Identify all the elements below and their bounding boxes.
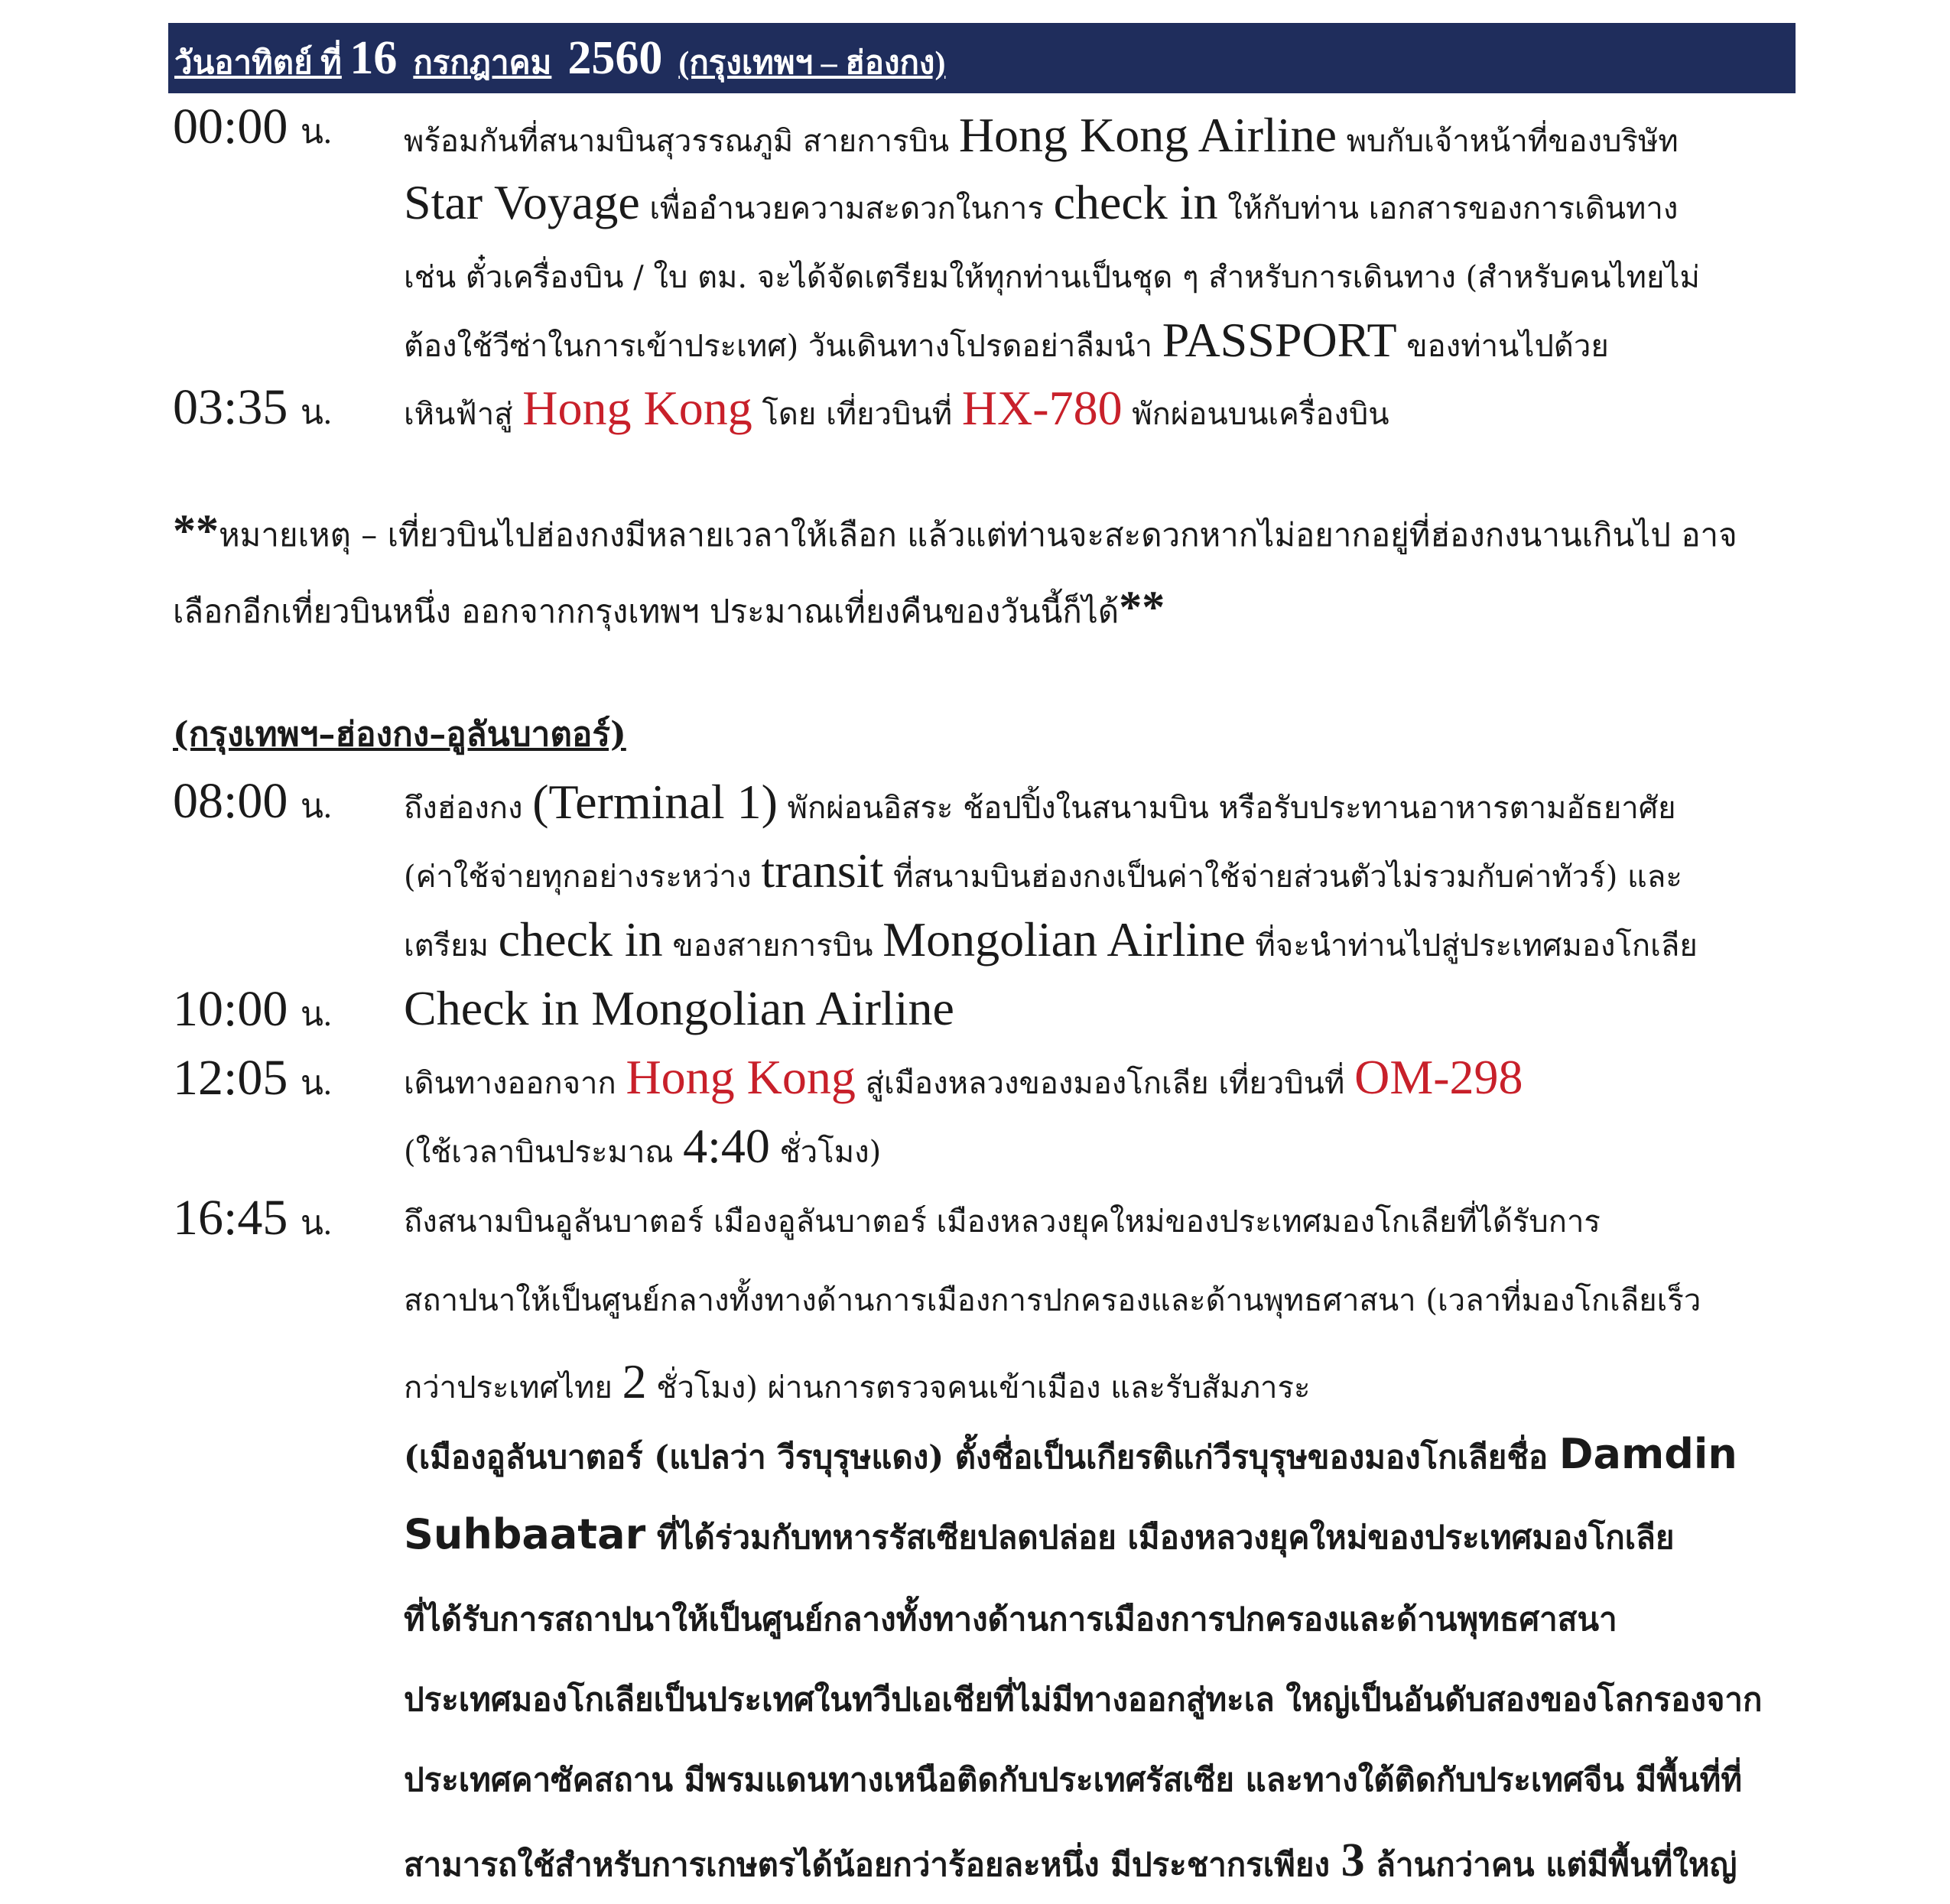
header-date: 16 [349,32,398,84]
schedule-1645-line2: สถาปนาให้เป็นศูนย์กลางทั้งทางด้านการเมืองการปกครองและด้านพุทธศาสนา (เวลาที่มองโกเลียเร็ว [404,1283,1701,1318]
header-year: 2560 [567,32,663,84]
schedule-0800-line1: ถึงฮ่องกง (Terminal 1) พักผ่อนอิสระ ช้อปปิ้งในสนามบิน หรือรับประทานอาหารตามอัธยาศัย [404,775,1676,829]
description-line4: ประเทศมองโกเลียเป็นประเทศในทวีปเอเชียที่ไม่มีทางออกสู่ทะเล ใหญ่เป็นอันดับสองของโลกรองจาก [404,1681,1763,1718]
flight-number: HX-780 [961,381,1123,435]
schedule-0000-line1: พร้อมกันที่สนามบินสุวรรณภูมิ สายการบิน Hong Kong Airline พบกับเจ้าหน้าที่ของบริษัท [404,108,1679,162]
schedule-1205-line1: เดินทางออกจาก Hong Kong สู่เมืองหลวงของมองโกเลีย เที่ยวบินที่ OM-298 [404,1050,1523,1104]
time-0800: 08:00 น. [173,773,332,829]
schedule-1645-line1: ถึงสนามบินอูลันบาตอร์ เมืองอูลันบาตอร์ เมืองหลวงยุคใหม่ของประเทศมองโกเลียที่ได้รับการ [404,1204,1601,1240]
description-line2: Suhbaatar ที่ได้ร่วมกับทหารรัสเซียปลดปล่อย เมืองหลวงยุคใหม่ของประเทศมองโกเลีย [404,1510,1675,1558]
schedule-0335-line: เหินฟ้าสู่ Hong Kong โดย เที่ยวบินที่ HX-780 พักผ่อนบนเครื่องบิน [404,381,1389,435]
note-line2: เลือกอีกเที่ยวบินหนึ่ง ออกจากกรุงเทพฯ ประมาณเที่ยงคืนของวันนี้ก็ได้** [173,582,1165,632]
header-month: กรกฎาคม [413,46,552,81]
schedule-0000-line2: Star Voyage เพื่ออำนวยความสะดวกในการ check in ให้กับท่าน เอกสารของการเดินทาง [404,175,1679,229]
flight-number-2: OM-298 [1354,1050,1523,1104]
header-route: (กรุงเทพฯ – ฮ่องกง) [678,46,946,81]
schedule-0800-line3: เตรียม check in ของสายการบิน Mongolian Airline ที่จะนำท่านไปสู่ประเทศมองโกเลีย [404,912,1698,967]
schedule-0000-line3: เช่น ตั๋วเครื่องบิน / ใบ ตม. จะได้จัดเตรียมให้ทุกท่านเป็นชุด ๆ สำหรับการเดินทาง (สำหรับคนไทยไม่ [404,260,1700,295]
description-line1: (เมืองอูลันบาตอร์ (แปลว่า วีรบุรุษแดง) ตั้งชื่อเป็นเกียรติแก่วีรบุรุษของมองโกเลียชื่อ Damdin [404,1430,1737,1478]
schedule-1000-line: Check in Mongolian Airline [404,981,954,1035]
note-line1: **หมายเหตุ – เที่ยวบินไปฮ่องกงมีหลายเวลาให้เลือก แล้วแต่ท่านจะสะดวกหากไม่อยากอยู่ที่ฮ่องกงนานเกินไป อาจ [173,505,1737,556]
schedule-1205-line2: (ใช้เวลาบินประมาณ 4:40 ชั่วโมง) [404,1119,882,1173]
header-day: วันอาทิตย์ ที่ [174,46,342,81]
time-1205: 12:05 น. [173,1050,332,1106]
schedule-0000-line4: ต้องใช้วีซ่าในการเข้าประเทศ) วันเดินทางโปรดอย่าลืมนำ PASSPORT ของท่านไปด้วย [404,313,1609,367]
time-0335: 03:35 น. [173,379,332,435]
description-line6: สามารถใช้สำหรับการเกษตรได้น้อยกว่าร้อยละหนึ่ง มีประชากรเพียง 3 ล้านกว่าคน แต่มีพื้นที่ใหญ่ [404,1834,1737,1886]
schedule-1645-line3: กว่าประเทศไทย 2 ชั่วโมง) ผ่านการตรวจคนเข้าเมือง และรับสัมภาระ [404,1354,1311,1409]
time-1645: 16:45 น. [173,1190,332,1246]
time-0000: 00:00 น. [173,99,332,154]
description-line5: ประเทศคาซัคสถาน มีพรมแดนทางเหนือติดกับประเทศรัสเซีย และทางใต้ติดกับประเทศจีน มีพื้นที่ที่ [404,1761,1743,1798]
time-1000: 10:00 น. [173,981,332,1037]
schedule-0800-line2: (ค่าใช้จ่ายทุกอย่างระหว่าง transit ที่สนามบินฮ่องกงเป็นค่าใช้จ่ายส่วนตัวไม่รวมกับค่าทัวร์) และ [404,843,1682,898]
day-header [168,23,1796,93]
description-line3: ที่ได้รับการสถาปนาให้เป็นศูนย์กลางทั้งทางด้านการเมืองการปกครองและด้านพุทธศาสนา [404,1600,1617,1638]
section-route-title: (กรุงเทพฯ–ฮ่องกง–อูลันบาตอร์) [173,715,626,754]
destination-hong-kong-2: Hong Kong [626,1050,856,1104]
destination-hong-kong: Hong Kong [522,381,752,435]
